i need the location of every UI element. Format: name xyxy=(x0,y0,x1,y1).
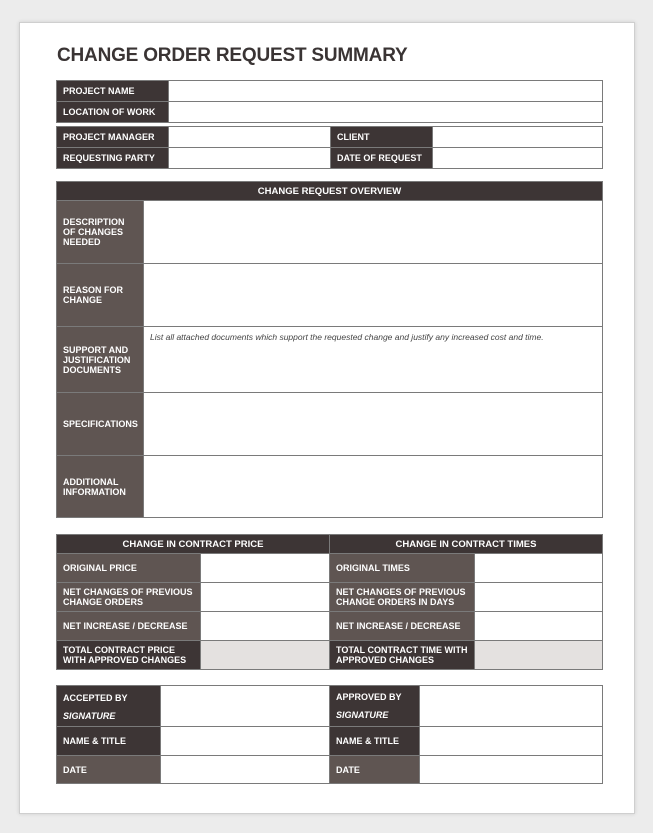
contract-price-header: CHANGE IN CONTRACT PRICE xyxy=(57,535,330,554)
net-changes-price-field[interactable] xyxy=(201,583,330,612)
net-changes-price-label: NET CHANGES OF PREVIOUS CHANGE ORDERS xyxy=(57,583,201,612)
net-changes-days-label: NET CHANGES OF PREVIOUS CHANGE ORDERS IN DAYS xyxy=(330,583,475,612)
accepted-signature-text: SIGNATURE xyxy=(63,711,116,721)
overview-row xyxy=(57,264,603,327)
support-docs-field[interactable]: List all attached documents which support the requested change and justify any increased cost and time. xyxy=(144,327,603,393)
date-of-request-label: DATE OF REQUEST xyxy=(331,148,433,169)
support-docs-label: SUPPORT AND JUSTIFICATION DOCUMENTS xyxy=(57,327,144,393)
client-field[interactable] xyxy=(433,127,603,148)
contract-total-row xyxy=(57,641,603,670)
net-increase-price-field[interactable] xyxy=(201,612,330,641)
project-info-table xyxy=(56,80,603,123)
original-price-label: ORIGINAL PRICE xyxy=(57,554,201,583)
project-manager-label: PROJECT MANAGER xyxy=(57,127,169,148)
description-label: DESCRIPTION OF CHANGES NEEDED xyxy=(57,201,144,264)
contract-row xyxy=(57,554,603,583)
overview-row xyxy=(57,456,603,518)
change-request-overview-table xyxy=(56,181,603,518)
specifications-field[interactable] xyxy=(144,393,603,456)
accepted-name-title-label: NAME & TITLE xyxy=(57,727,161,756)
client-label: CLIENT xyxy=(331,127,433,148)
date-of-request-field[interactable] xyxy=(433,148,603,169)
reason-field[interactable] xyxy=(144,264,603,327)
name-title-row xyxy=(57,727,603,756)
net-increase-times-field[interactable] xyxy=(475,612,603,641)
location-of-work-label: LOCATION OF WORK xyxy=(57,102,169,123)
original-price-field[interactable] xyxy=(201,554,330,583)
approved-signature-text: SIGNATURE xyxy=(336,710,389,720)
reason-label: REASON FOR CHANGE xyxy=(57,264,144,327)
approved-by-label xyxy=(330,686,420,727)
requesting-party-field[interactable] xyxy=(169,148,331,169)
requesting-party-label: REQUESTING PARTY xyxy=(57,148,169,169)
document-page xyxy=(19,22,635,814)
project-name-row xyxy=(57,81,603,102)
contract-change-table xyxy=(56,534,603,670)
approved-by-text: APPROVED BY xyxy=(336,692,402,702)
additional-info-label: ADDITIONAL INFORMATION xyxy=(57,456,144,518)
signature-row xyxy=(57,686,603,727)
accepted-by-text: ACCEPTED BY xyxy=(63,693,128,703)
overview-row xyxy=(57,393,603,456)
project-manager-field[interactable] xyxy=(169,127,331,148)
signature-table xyxy=(56,685,603,784)
specifications-label: SPECIFICATIONS xyxy=(57,393,144,456)
accepted-name-title-field[interactable] xyxy=(161,727,330,756)
overview-row xyxy=(57,201,603,264)
total-price-field[interactable] xyxy=(201,641,330,670)
accepted-signature-field[interactable] xyxy=(161,686,330,727)
location-of-work-field[interactable] xyxy=(169,102,603,123)
net-increase-price-label: NET INCREASE / DECREASE xyxy=(57,612,201,641)
approved-date-label: DATE xyxy=(330,756,420,784)
accepted-date-field[interactable] xyxy=(161,756,330,784)
location-row xyxy=(57,102,603,123)
total-price-label: TOTAL CONTRACT PRICE WITH APPROVED CHANGES xyxy=(57,641,201,670)
contract-row xyxy=(57,612,603,641)
net-increase-times-label: NET INCREASE / DECREASE xyxy=(330,612,475,641)
project-name-label: PROJECT NAME xyxy=(57,81,169,102)
approved-date-field[interactable] xyxy=(420,756,603,784)
project-party-table xyxy=(56,126,603,169)
date-row xyxy=(57,756,603,784)
contract-row xyxy=(57,583,603,612)
project-name-field[interactable] xyxy=(169,81,603,102)
description-field[interactable] xyxy=(144,201,603,264)
overview-header: CHANGE REQUEST OVERVIEW xyxy=(57,182,603,201)
approved-name-title-label: NAME & TITLE xyxy=(330,727,420,756)
net-changes-days-field[interactable] xyxy=(475,583,603,612)
accepted-date-label: DATE xyxy=(57,756,161,784)
total-time-field[interactable] xyxy=(475,641,603,670)
requesting-row xyxy=(57,148,603,169)
original-times-field[interactable] xyxy=(475,554,603,583)
total-time-label: TOTAL CONTRACT TIME WITH APPROVED CHANGES xyxy=(330,641,475,670)
accepted-by-label xyxy=(57,686,161,727)
manager-row xyxy=(57,127,603,148)
document-title: CHANGE ORDER REQUEST SUMMARY xyxy=(57,45,408,66)
original-times-label: ORIGINAL TIMES xyxy=(330,554,475,583)
approved-signature-field[interactable] xyxy=(420,686,603,727)
additional-info-field[interactable] xyxy=(144,456,603,518)
contract-times-header: CHANGE IN CONTRACT TIMES xyxy=(330,535,603,554)
approved-name-title-field[interactable] xyxy=(420,727,603,756)
overview-row xyxy=(57,327,603,393)
